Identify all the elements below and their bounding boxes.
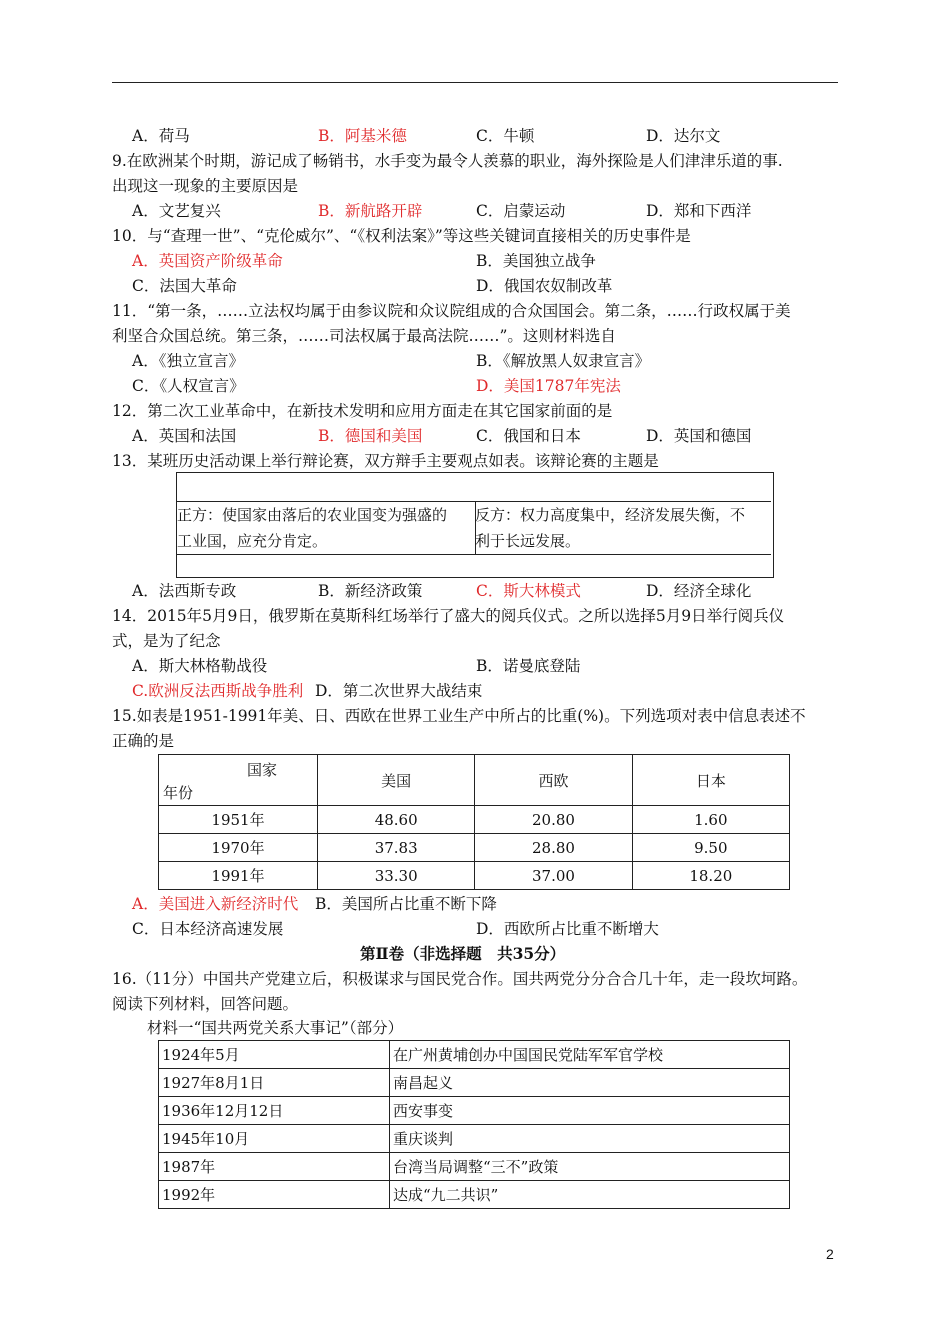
q11-option-d: D．美国1787年宪法: [476, 377, 621, 395]
q12-option-d: D．英国和德国: [646, 427, 752, 445]
q11-stem-line-1: 11．“第一条，……立法权均属于由参议院和众议院组成的合众国国会。第二条，……行政权属于美: [112, 302, 791, 320]
debate-table: [176, 472, 774, 578]
table-row: [159, 806, 790, 834]
q16-stem-line-1: 16.（11分）中国共产党建立后，积极谋求与国民党合作。国共两党分分合合几十年，走一段坎坷路。: [112, 970, 808, 988]
event-date: 1927年8月1日: [159, 1069, 390, 1097]
q9-stem-line-2: 出现这一现象的主要原因是: [112, 177, 299, 195]
q14-option-a: A．斯大林格勒战役: [132, 657, 268, 675]
year-cell: 1970年: [159, 834, 318, 862]
page-number: 2: [826, 1246, 834, 1262]
table-row: [159, 1153, 790, 1181]
corner-country-label: 国家: [247, 761, 278, 779]
q9-option-c: C．启蒙运动: [476, 202, 566, 220]
q14-option-c: C.欧洲反法西斯战争胜利: [132, 682, 304, 700]
event-date: 1924年5月: [159, 1041, 390, 1069]
table-row: [159, 1041, 790, 1069]
q11-option-a: A．《独立宣言》: [132, 352, 244, 370]
value-cell: 33.30: [318, 862, 475, 890]
event-date: 1992年: [159, 1181, 390, 1209]
q11-stem-line-2: 利坚合众国总统。第三条，……司法权属于最高法院……”。这则材料选自: [112, 327, 616, 345]
event-description: 南昌起义: [390, 1069, 790, 1097]
q8-option-b: B．阿基米德: [318, 127, 407, 145]
event-description: 在广州黄埔创办中国国民党陆军军官学校: [390, 1041, 790, 1069]
debate-con-cell: [475, 501, 771, 555]
q14-stem-line-1: 14．2015年5月9日，俄罗斯在莫斯科红场举行了盛大的阅兵仪式。之所以选择5月9日举行阅兵仪: [112, 607, 785, 625]
value-cell: 37.83: [318, 834, 475, 862]
q9-option-b: B．新航路开辟: [318, 202, 423, 220]
q10-option-b: B．美国独立战争: [476, 252, 596, 270]
table-row: [159, 1097, 790, 1125]
value-cell: 48.60: [318, 806, 475, 834]
header-rule: [112, 82, 838, 83]
event-description: 达成“九二共识”: [390, 1181, 790, 1209]
debate-con-line-1: 反方：权力高度集中，经济发展失衡，不: [475, 506, 746, 524]
q12-option-a: A．英国和法国: [132, 427, 237, 445]
q8-option-d: D．达尔文: [646, 127, 721, 145]
table-row: [159, 862, 790, 890]
q13-option-a: A．法西斯专政: [132, 582, 237, 600]
q11-option-b: B．《解放黑人奴隶宣言》: [476, 352, 651, 370]
table-header-row: [159, 755, 790, 806]
column-header: 西欧: [475, 755, 632, 806]
debate-pro-cell: [177, 501, 476, 555]
q15-stem-line-1: 15.如表是1951-1991年美、日、西欧在世界工业生产中所占的比重(%)。下列选项对表中信息表述不: [112, 707, 806, 725]
debate-pro-line-2: 工业国，应充分肯定。: [177, 532, 328, 550]
q12-option-c: C．俄国和日本: [476, 427, 581, 445]
table-corner-cell: [159, 755, 318, 806]
value-cell: 18.20: [632, 862, 789, 890]
q14-stem-line-2: 式，是为了纪念: [112, 632, 221, 650]
debate-pro-line-1: 正方：使国家由落后的农业国变为强盛的: [177, 506, 448, 524]
value-cell: 20.80: [475, 806, 632, 834]
q10-option-d: D．俄国农奴制改革: [476, 277, 613, 295]
q15-stem-line-2: 正确的是: [112, 732, 175, 750]
year-cell: 1951年: [159, 806, 318, 834]
q13-option-c: C．斯大林模式: [476, 582, 581, 600]
debate-con-line-2: 利于长远发展。: [475, 532, 581, 550]
q12-option-b: B．德国和美国: [318, 427, 423, 445]
q13-stem: 13．某班历史活动课上举行辩论赛，双方辩手主要观点如表。该辩论赛的主题是: [112, 452, 659, 470]
event-date: 1936年12月12日: [159, 1097, 390, 1125]
column-header: 美国: [318, 755, 475, 806]
q10-option-c: C．法国大革命: [132, 277, 237, 295]
value-cell: 1.60: [632, 806, 789, 834]
event-description: 西安事变: [390, 1097, 790, 1125]
kmt-cpc-events-table: [158, 1040, 790, 1209]
table-row: [159, 1069, 790, 1097]
table-row: [159, 1181, 790, 1209]
q14-option-d: D．第二次世界大战结束: [315, 682, 483, 700]
q9-option-a: A．文艺复兴: [132, 202, 221, 220]
q10-stem: 10．与“查理一世”、“克伦威尔”、“《权利法案》”等这些关键词直接相关的历史事件是: [112, 227, 691, 245]
q15-option-d: D．西欧所占比重不断增大: [476, 920, 659, 938]
value-cell: 37.00: [475, 862, 632, 890]
value-cell: 28.80: [475, 834, 632, 862]
industry-share-table: [158, 754, 790, 890]
column-header: 日本: [632, 755, 789, 806]
q15-option-b: B．美国所占比重不断下降: [315, 895, 497, 913]
q9-stem-line-1: 9.在欧洲某个时期，游记成了畅销书，水手变为最令人羡慕的职业，海外探险是人们津津乐道的事.: [112, 152, 783, 170]
q12-stem: 12．第二次工业革命中，在新技术发明和应用方面走在其它国家前面的是: [112, 402, 613, 420]
event-date: 1987年: [159, 1153, 390, 1181]
table-row: [159, 1125, 790, 1153]
q15-option-a: A．美国进入新经济时代: [132, 895, 299, 913]
q8-option-c: C．牛顿: [476, 127, 535, 145]
year-cell: 1991年: [159, 862, 318, 890]
event-description: 台湾当局调整“三不”政策: [390, 1153, 790, 1181]
event-description: 重庆谈判: [390, 1125, 790, 1153]
table-row: [159, 834, 790, 862]
q9-option-d: D．郑和下西洋: [646, 202, 752, 220]
q13-option-d: D．经济全球化: [646, 582, 752, 600]
corner-year-label: 年份: [163, 784, 194, 802]
q10-option-a: A．英国资产阶级革命: [132, 252, 283, 270]
q13-option-b: B．新经济政策: [318, 582, 423, 600]
q8-option-a: A．荷马: [132, 127, 190, 145]
q14-option-b: B．诺曼底登陆: [476, 657, 581, 675]
q15-option-c: C．日本经济高速发展: [132, 920, 284, 938]
event-date: 1945年10月: [159, 1125, 390, 1153]
section-2-title: 第Ⅱ卷（非选择题 共35分）: [360, 944, 566, 963]
value-cell: 9.50: [632, 834, 789, 862]
q11-option-c: C．《人权宣言》: [132, 377, 245, 395]
q16-stem-line-2: 阅读下列材料，回答问题。: [112, 995, 299, 1013]
material-1-title: 材料一“国共两党关系大事记”（部分）: [147, 1019, 404, 1037]
